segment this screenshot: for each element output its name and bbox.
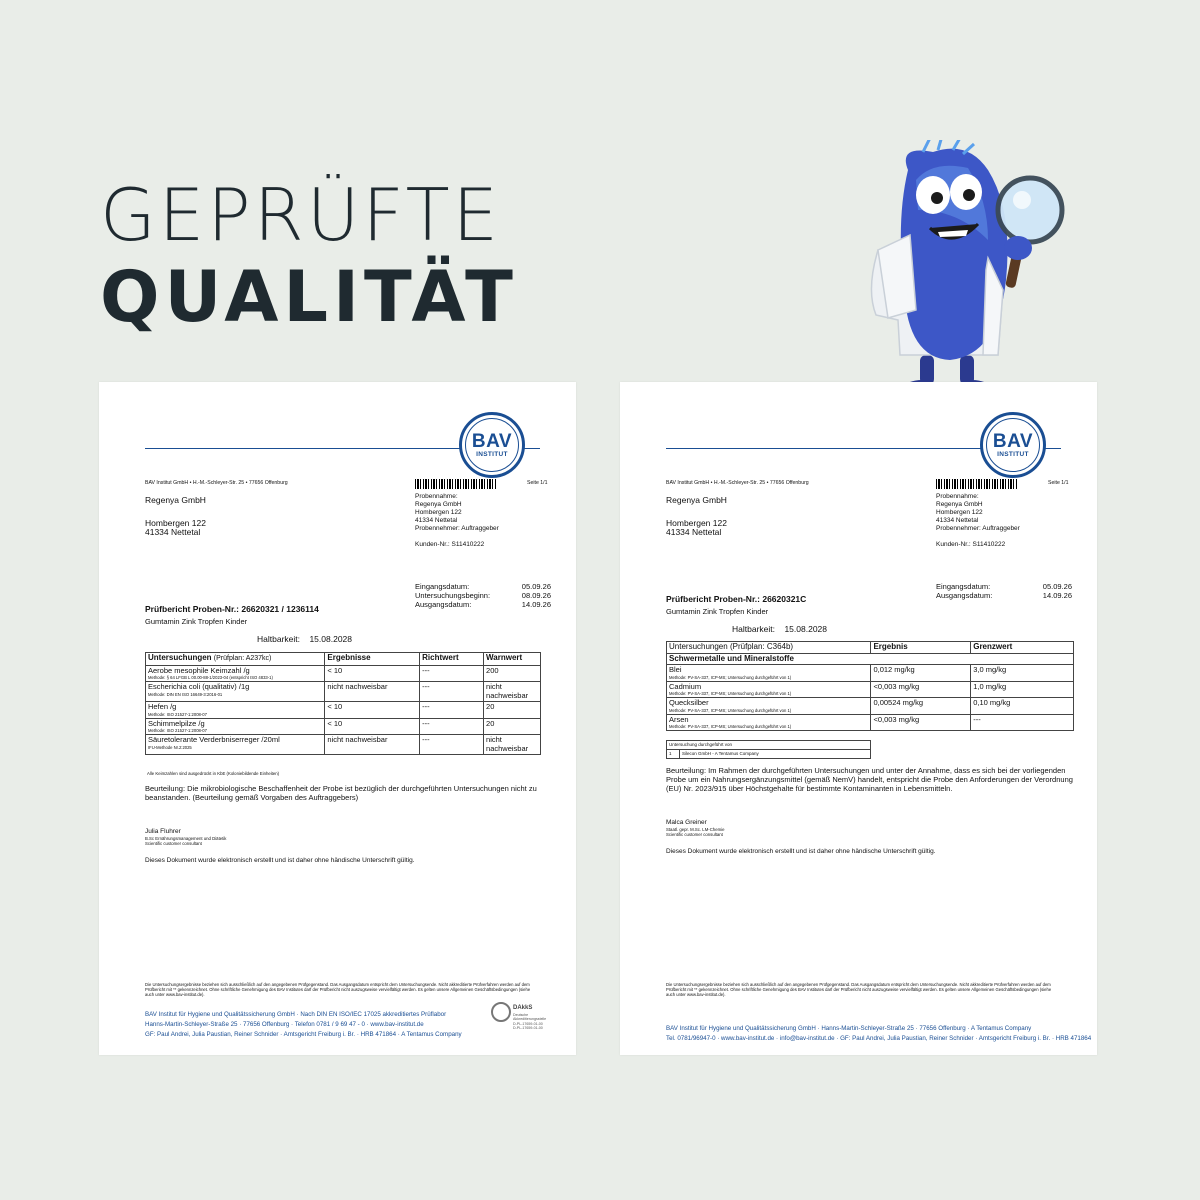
table-row: Hefen /g Methode: ISO 21527-1:2008-07 < 10 --- 20 bbox=[146, 702, 541, 719]
shelf-life: Haltbarkeit: 15.08.2028 bbox=[732, 624, 827, 634]
logo-bav-text: BAV bbox=[992, 430, 1034, 452]
table-row: Aerobe mesophile Keimzahl /g Methode: § 64 LFGB L 00.00-88-1/2023-04 (entspricht ISO 4833-1) < 10 --- 200 bbox=[146, 665, 541, 682]
barcode-icon bbox=[415, 479, 497, 489]
table-row: Escherichia coli (qualitativ) /1g Methode: DIN EN ISO 16649-3:2016-01 nicht nachweisbar --- nicht nachweisbar bbox=[146, 682, 541, 702]
headline-line-2: QUALITÄT bbox=[100, 256, 518, 338]
footer-block: BAV Institut für Hygiene und Qualitätssicherung GmbH · Nach DIN EN ISO/IEC 17025 akkreditiertes Prüflabor Hanns-Martin-Schleyer-Straße 25 · 77656 Offenburg · Telefon 0781 / 9 69 47 - 0 · www.bav-institut.de GF: Paul Andrei, Julia Paustian, Reiner Schnider · Amtsgericht Freiburg i. Br. · HRB 471864 · A Tentamus Company bbox=[145, 1011, 462, 1038]
dates-block: Eingangsdatum: 05.09.26 Ausgangsdatum: 14.09.26 bbox=[936, 582, 1072, 600]
recipient-name: Regenya GmbH bbox=[145, 495, 206, 505]
logo-bav-text: BAV bbox=[471, 430, 513, 452]
page-number: Seite 1/1 bbox=[1048, 480, 1069, 486]
recipient-name: Regenya GmbH bbox=[666, 495, 727, 505]
barcode-icon bbox=[936, 479, 1018, 489]
signer-name: Malca Greiner bbox=[666, 819, 707, 826]
customer-number: Kunden-Nr.: S11410222 bbox=[415, 541, 485, 548]
sender-line: BAV Institut GmbH • H.-M.-Schleyer-Str. 25 • 77656 Offenburg bbox=[145, 480, 288, 486]
results-table bbox=[145, 652, 541, 755]
footer-block: BAV Institut für Hygiene und Qualitätssicherung GmbH · Hanns-Martin-Schleyer-Straße 25 · 77656 Offenburg · A Tentamus Company Tel. 0781/96947-0 · www.bav-institut.de · info@bav-institut.de · GF: Paul Andrei, Julia Paustian, Reiner Schnider · Amtsgericht Freiburg i. Br. · HRB 471864 bbox=[666, 1025, 1092, 1042]
assessment-text: Beurteilung: Im Rahmen der durchgeführten Untersuchungen und unter der Annahme, dass es sich bei der vorliegenden Probe um ein Nahrungsergänzungsmittel (gemäß NemV) handelt, entspricht die Probe den Anforderungen der Verordnung (EU) Nr. 2023/915 über Höchstgehalte für bestimmte Kontaminanten in Lebensmitteln. bbox=[666, 766, 1073, 793]
left-test-report bbox=[99, 382, 576, 1055]
right-test-report bbox=[620, 382, 1097, 1055]
recipient-street: Hombergen 122 bbox=[666, 518, 727, 528]
dates-block: Eingangsdatum: 05.09.26 Untersuchungsbeginn: 08.09.26 Ausgangsdatum: 14.09.26 bbox=[415, 582, 551, 609]
report-title: Prüfbericht Proben-Nr.: 26620321C bbox=[666, 594, 807, 604]
sample-taker-block: Probennahme: Regenya GmbH Hombergen 122 41334 Nettetal Probennehmer: Auftraggeber bbox=[936, 493, 1020, 532]
product-name: Gumtamin Zink Tropfen Kinder bbox=[145, 617, 248, 626]
electronic-note: Dieses Dokument wurde elektronisch erstellt und ist daher ohne händische Unterschrift gültig. bbox=[666, 848, 936, 855]
table-header-row: Untersuchungen (Prüfplan: C364b) Ergebnis Grenzwert bbox=[667, 642, 1074, 654]
customer-number: Kunden-Nr.: S11410222 bbox=[936, 541, 1006, 548]
bav-institut-logo bbox=[459, 412, 525, 478]
dakks-ring-icon bbox=[491, 1002, 511, 1022]
bav-institut-logo bbox=[980, 412, 1046, 478]
recipient-city: 41334 Nettetal bbox=[666, 527, 722, 537]
table-row: Cadmium Methode: PV-SA-337, ICP-MS; Untersuchung durchgeführt von 1) <0,003 mg/kg 1,0 mg/kg bbox=[667, 681, 1074, 698]
assessment-text: Beurteilung: Die mikrobiologische Beschaffenheit der Probe ist bezüglich der durchgeführten Untersuchungen nicht zu beanstanden. (Beurteilung gemäß Vorgaben des Auftraggebers) bbox=[145, 784, 537, 802]
shelf-life: Haltbarkeit: 15.08.2028 bbox=[257, 634, 352, 644]
electronic-note: Dieses Dokument wurde elektronisch erstellt und ist daher ohne händische Unterschrift gültig. bbox=[145, 857, 415, 864]
table-row: Arsen Methode: PV-SA-337, ICP-MS; Untersuchung durchgeführt von 1) <0,003 mg/kg --- bbox=[667, 714, 1074, 731]
logo-institut-text: INSTITUT bbox=[997, 450, 1029, 458]
results-table bbox=[666, 641, 1074, 731]
table-section-row: Schwermetalle und Mineralstoffe bbox=[667, 653, 1074, 665]
page-number: Seite 1/1 bbox=[527, 480, 548, 486]
report-title: Prüfbericht Proben-Nr.: 26620321 / 1236114 bbox=[145, 604, 319, 614]
table-row: Schimmelpilze /g Methode: ISO 21527-1:2008-07 < 10 --- 20 bbox=[146, 718, 541, 735]
signer-name: Julia Fluhrer bbox=[145, 828, 181, 835]
recipient-street: Hombergen 122 bbox=[145, 518, 206, 528]
sample-taker-block: Probennahme: Regenya GmbH Hombergen 122 41334 Nettetal Probennehmer: Auftraggeber bbox=[415, 493, 499, 532]
sender-line: BAV Institut GmbH • H.-M.-Schleyer-Str. 25 • 77656 Offenburg bbox=[666, 480, 809, 486]
table-row: Quecksilber Methode: PV-SA-337, ICP-MS; Untersuchung durchgeführt von 1) 0,00524 mg/kg 0,10 mg/kg bbox=[667, 698, 1074, 715]
headline-line-1: GEPRÜFTE bbox=[100, 173, 502, 257]
performed-by-table: Untersuchung durchgeführt von 1 Silecon GmbH - A Tentamus Company bbox=[666, 740, 871, 759]
blue-monster-magnifier-icon bbox=[838, 140, 1078, 400]
table-header-row: Untersuchungen (Prüfplan: A237kc) Ergebnisse Richtwert Warnwert bbox=[146, 653, 541, 666]
signer-titles: Staatl. gepr. M.Sc. LM-Chemie Scientific customer consultant bbox=[666, 827, 725, 838]
signer-titles: B.Sc Ernährungsmanagement und Diätetik Scientific customer consultant bbox=[145, 836, 227, 847]
dakks-seal: DAkkS Deutsche Akkreditierungsstelle D-PL-17659-01-00 D-PL-17659-01-00 bbox=[491, 1002, 541, 1042]
recipient-city: 41334 Nettetal bbox=[145, 527, 201, 537]
product-name: Gumtamin Zink Tropfen Kinder bbox=[666, 607, 769, 616]
headline bbox=[100, 175, 518, 339]
fine-print: Die Untersuchungsergebnisse beziehen sich ausschließlich auf den angegebenen Prüfgegenstand. Das Ausgangsdatum entspricht dem Untersuchungsende. Nicht akkreditierte Prüfverfahren werden auf dem Prüfbericht mit ** gekennzeichnet. Ohne schriftliche Genehmigung des BAV Institutes darf der Prüfbericht nicht auszugsweise vervielfältigt werden. Es gelten unsere Allgemeinen Geschäftsbedingungen (siehe auch unter www.bav-institut.de). bbox=[666, 982, 1052, 998]
logo-institut-text: INSTITUT bbox=[476, 450, 508, 458]
table-row: Säuretolerante Verderbniserreger /20ml IFU-Methode Nr.2:2025 nicht nachweisbar --- nicht nachweisbar bbox=[146, 735, 541, 755]
table-row: Blei Methode: PV-SA-337, ICP-MS; Untersuchung durchgeführt von 1) 0,012 mg/kg 3,0 mg/kg bbox=[667, 665, 1074, 682]
table-note: Alle Keimzahlen sind ausgedrückt in KbE (Koloniebildende Einheiten) bbox=[147, 771, 280, 776]
fine-print: Die Untersuchungsergebnisse beziehen sich ausschließlich auf den angegebenen Prüfgegenstand. Das Ausgangsdatum entspricht dem Untersuchungsende. Nicht akkreditierte Prüfverfahren werden auf dem Prüfbericht mit ** gekennzeichnet. Ohne schriftliche Genehmigung des BAV Institutes darf der Prüfbericht nicht auszugsweise vervielfältigt werden. Es gelten unsere Allgemeinen Geschäftsbedingungen (siehe auch unter www.bav-institut.de). bbox=[145, 982, 531, 998]
